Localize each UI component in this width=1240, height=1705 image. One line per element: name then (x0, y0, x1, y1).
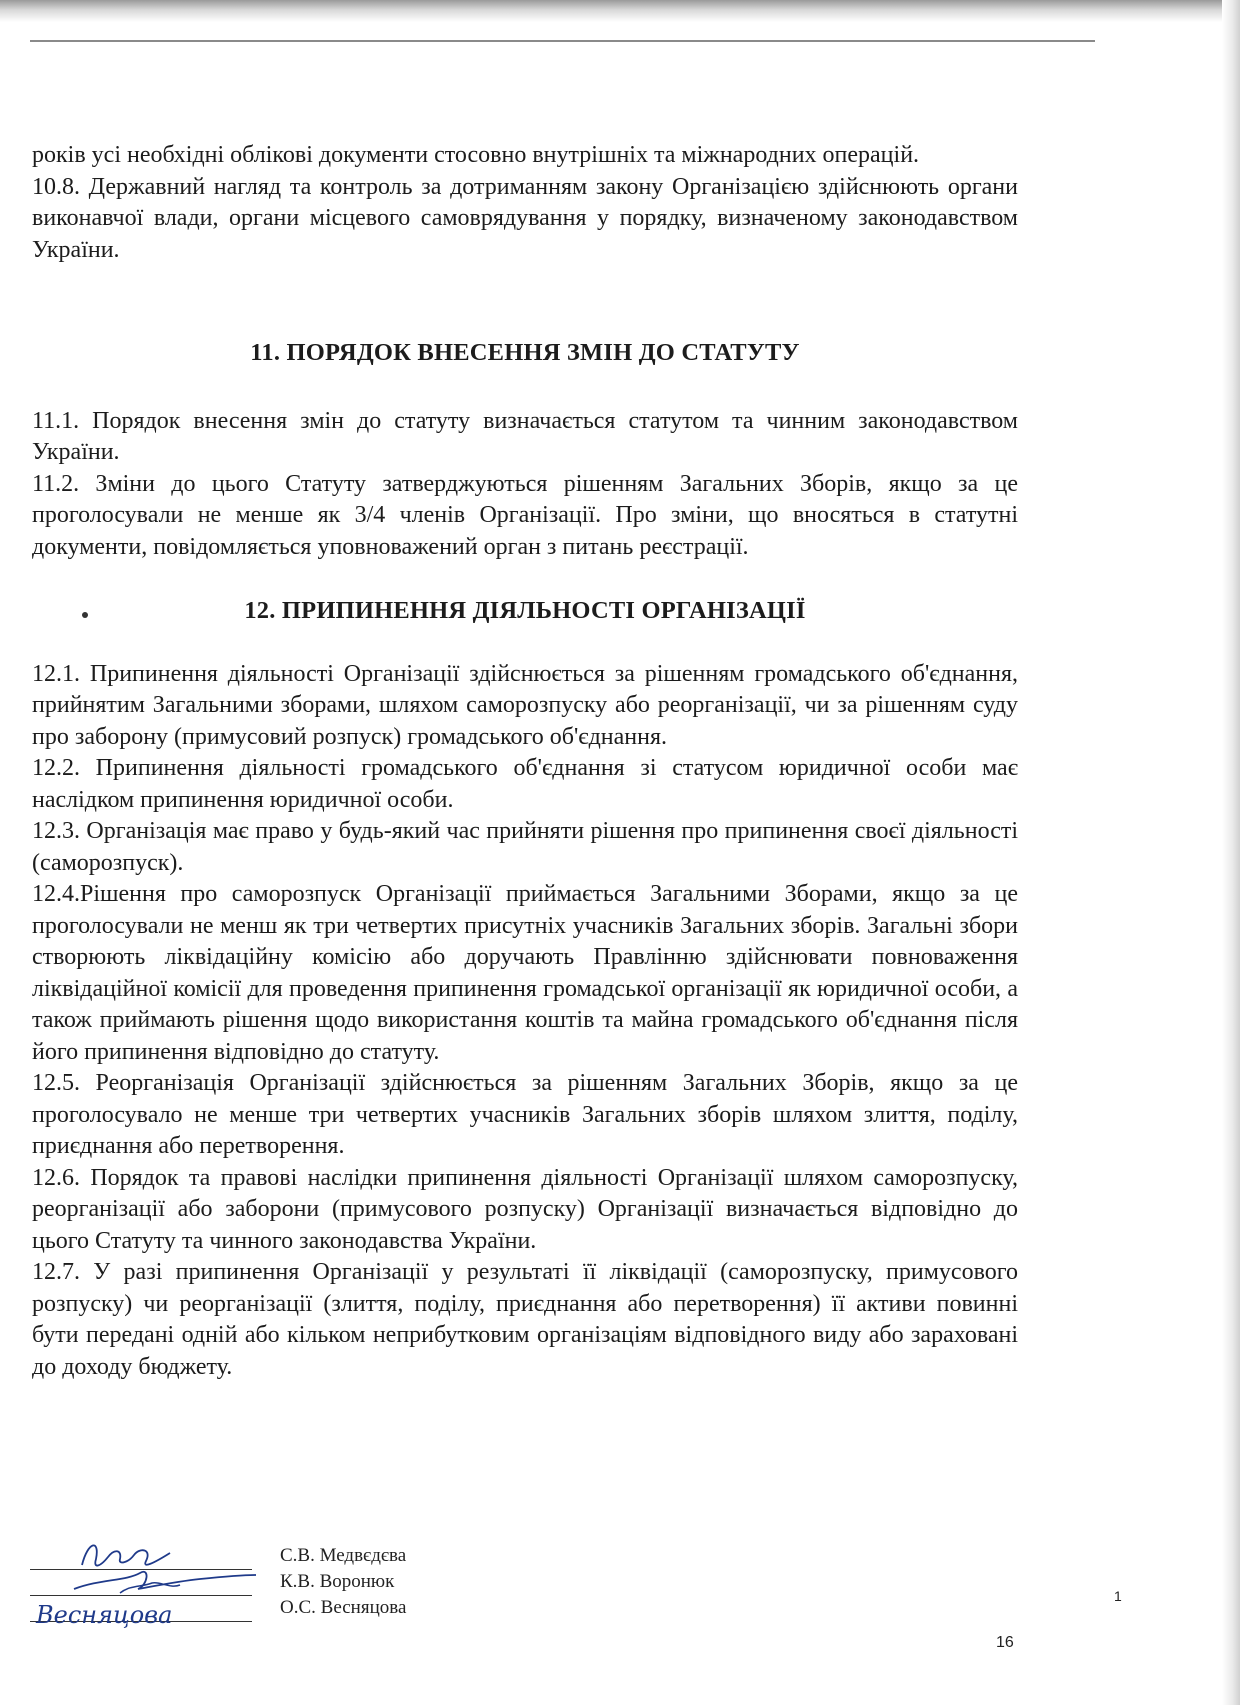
signature-block (30, 1543, 450, 1633)
paragraph: 12.5. Реорганізація Організації здійснюється за рішенням Загальних Зборів, якщо за це проголосувало не менше три четвертих учасників Загальних зборів шляхом злиття, поділу, приєднання або перетворення. (32, 1070, 1018, 1159)
scan-top-shadow (0, 0, 1240, 22)
paragraph: 12.2. Припинення діяльності громадського об'єднання зі статусом юридичної особи має наслідком припинення юридичної особи. (32, 755, 1018, 813)
paragraph: 12.4.Рішення про саморозпуск Організації приймається Загальними Зборами, якщо за це проголосували не менш як три четвертих присутніх учасників Загальних зборів. Загальні збори створюють ліквідаційну комісію або доручають Правлінню здійснювати повноваження ліквідаційної комісії для проведення припинення громадської організації як юридичної особи, а також приймають рішення щодо використання коштів та майна громадського об'єднання після його припинення відповідно до статуту. (32, 881, 1018, 1065)
paragraph: 11.2. Зміни до цього Статуту затверджуються рішенням Загальних Зборів, якщо за це проголосували не менше як 3/4 членів Організації. Про зміни, що вносяться в статутні документи, повідомляється уповноважений орган з питань реєстрації. (32, 470, 1018, 560)
paragraph: 12.3. Організація має право у будь-який час прийняти рішення про припинення своєї діяльності (саморозпуск). (32, 818, 1018, 876)
signatory-name: О.С. Весняцова (280, 1597, 407, 1618)
paragraph: 11.1. Порядок внесення змін до статуту визначається статутом та чинним законодавством України. (32, 407, 1018, 465)
paragraph: 12.6. Порядок та правові наслідки припинення діяльності Організації шляхом саморозпуску, реорганізації або заборони (примусового розпуску) Організації визначається відповідно до цього Статуту та чинного законодавства України. (32, 1164, 1018, 1254)
page-number: 16 (996, 1634, 1014, 1651)
handwritten-signature-text: Весняцова (36, 1601, 173, 1629)
document-body (32, 140, 1018, 1383)
handwritten-signatures (30, 1535, 260, 1631)
section-heading-12: 12. ПРИПИНЕННЯ ДІЯЛЬНОСТІ ОРГАНІЗАЦІЇ (244, 597, 806, 624)
margin-number: 1 (1114, 1588, 1122, 1604)
scan-right-shadow (1222, 0, 1240, 1705)
paragraph: 10.8. Державний нагляд та контроль за дотриманням закону Організацією здійснюють органи виконавчої влади, органи місцевого самоврядування у порядку, визначеному законодавством України. (32, 173, 1018, 263)
paragraph: 12.1. Припинення діяльності Організації здійснюється за рішенням громадського об'єднання, прийнятим Загальними зборами, шляхом саморозпуску або реорганізації, чи за рішенням суду про заборону (примусовий розпуск) громадського об'єднання. (32, 660, 1018, 750)
section-heading-11: 11. ПОРЯДОК ВНЕСЕННЯ ЗМІН ДО СТАТУТУ (250, 339, 800, 366)
paragraph: років усі необхідні облікові документи стосовно внутрішніх та міжнародних операцій. (32, 142, 920, 168)
paragraph: 12.7. У разі припинення Організації у результаті її ліквідації (саморозпуску, примусового розпуску) чи реорганізації (злиття, поділу, приєднання або перетворення) її активи повинні бути передані одній або кільком неприбутковим організаціям відповідного виду або зараховані до доходу бюджету. (32, 1259, 1018, 1380)
scan-header-rule (30, 40, 1095, 42)
signatory-name: К.В. Воронюк (280, 1571, 395, 1592)
signatory-name: С.В. Медвєдєва (280, 1545, 407, 1566)
signatory-names (280, 1543, 480, 1621)
